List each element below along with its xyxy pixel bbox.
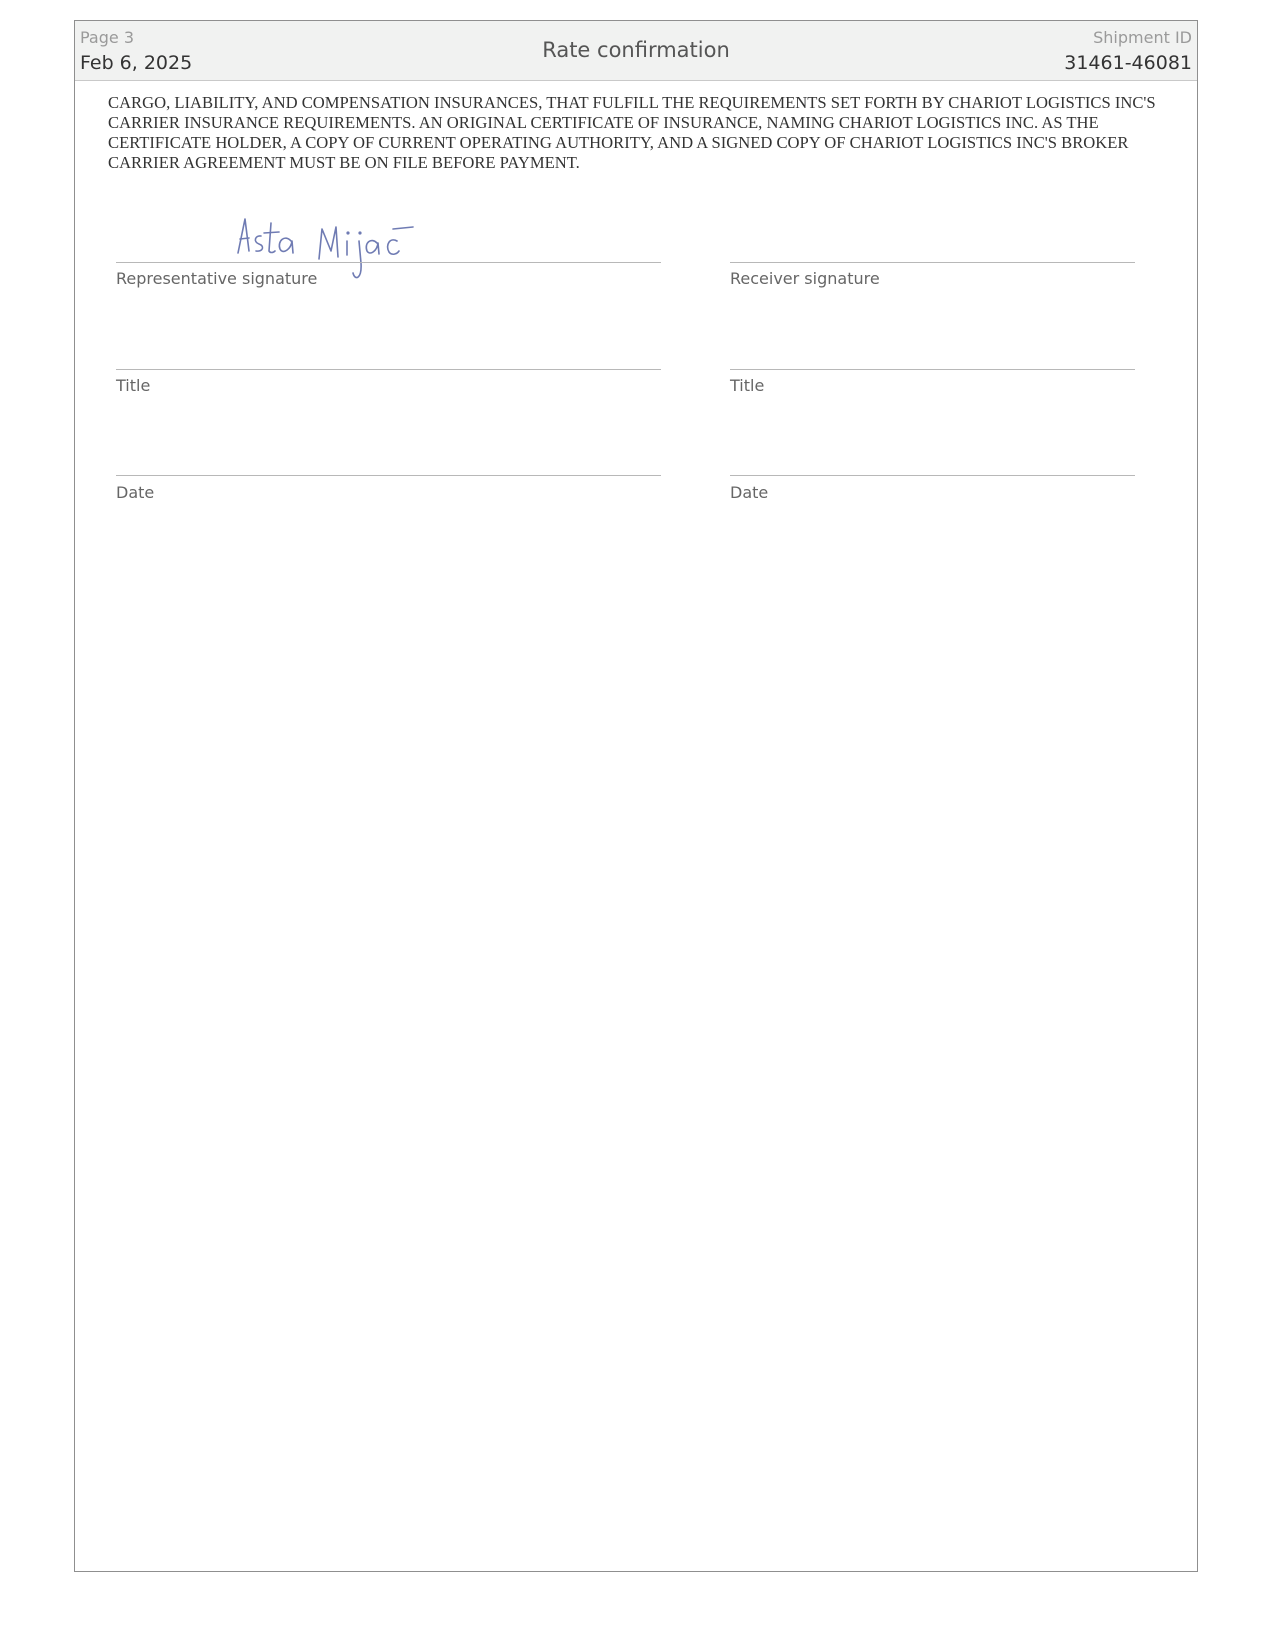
shipment-id-value: 31461-46081: [1064, 52, 1192, 74]
representative-date-line: [116, 475, 661, 476]
page-header: [75, 21, 1197, 81]
insurance-terms-text: CARGO, LIABILITY, AND COMPENSATION INSURANCES, THAT FULFILL THE REQUIREMENTS SET FORTH BY CHARIOT LOGISTICS INC'S CARRIER INSURANCE REQUIREMENTS. AN ORIGINAL CERTIFICATE OF INSURANCE, NAMING CHARIOT LOGISTICS INC. AS THE CERTIFICATE HOLDER, A COPY OF CURRENT OPERATING AUTHORITY, AND A SIGNED COPY OF CHARIOT LOGISTICS INC'S BROKER CARRIER AGREEMENT MUST BE ON FILE BEFORE PAYMENT.: [108, 93, 1156, 172]
receiver-title-line: [730, 369, 1135, 370]
receiver-signature-line: [730, 262, 1135, 263]
receiver-signature-label: Receiver signature: [730, 269, 880, 288]
document-date: Feb 6, 2025: [80, 52, 193, 74]
receiver-date-line: [730, 475, 1135, 476]
document-title: Rate confirmation: [542, 38, 730, 62]
representative-date-label: Date: [116, 483, 155, 502]
page-number: Page 3: [80, 28, 134, 47]
representative-title-line: [116, 369, 661, 370]
representative-title-label: Title: [116, 376, 151, 395]
receiver-date-label: Date: [730, 483, 769, 502]
shipment-id-label: Shipment ID: [1093, 28, 1192, 47]
representative-signature-label: Representative signature: [116, 269, 318, 288]
receiver-signature-block: [730, 221, 1135, 541]
representative-signature-block: [116, 221, 661, 541]
representative-signature-line: [116, 262, 661, 263]
document-page: [74, 20, 1198, 1572]
receiver-title-label: Title: [730, 376, 765, 395]
